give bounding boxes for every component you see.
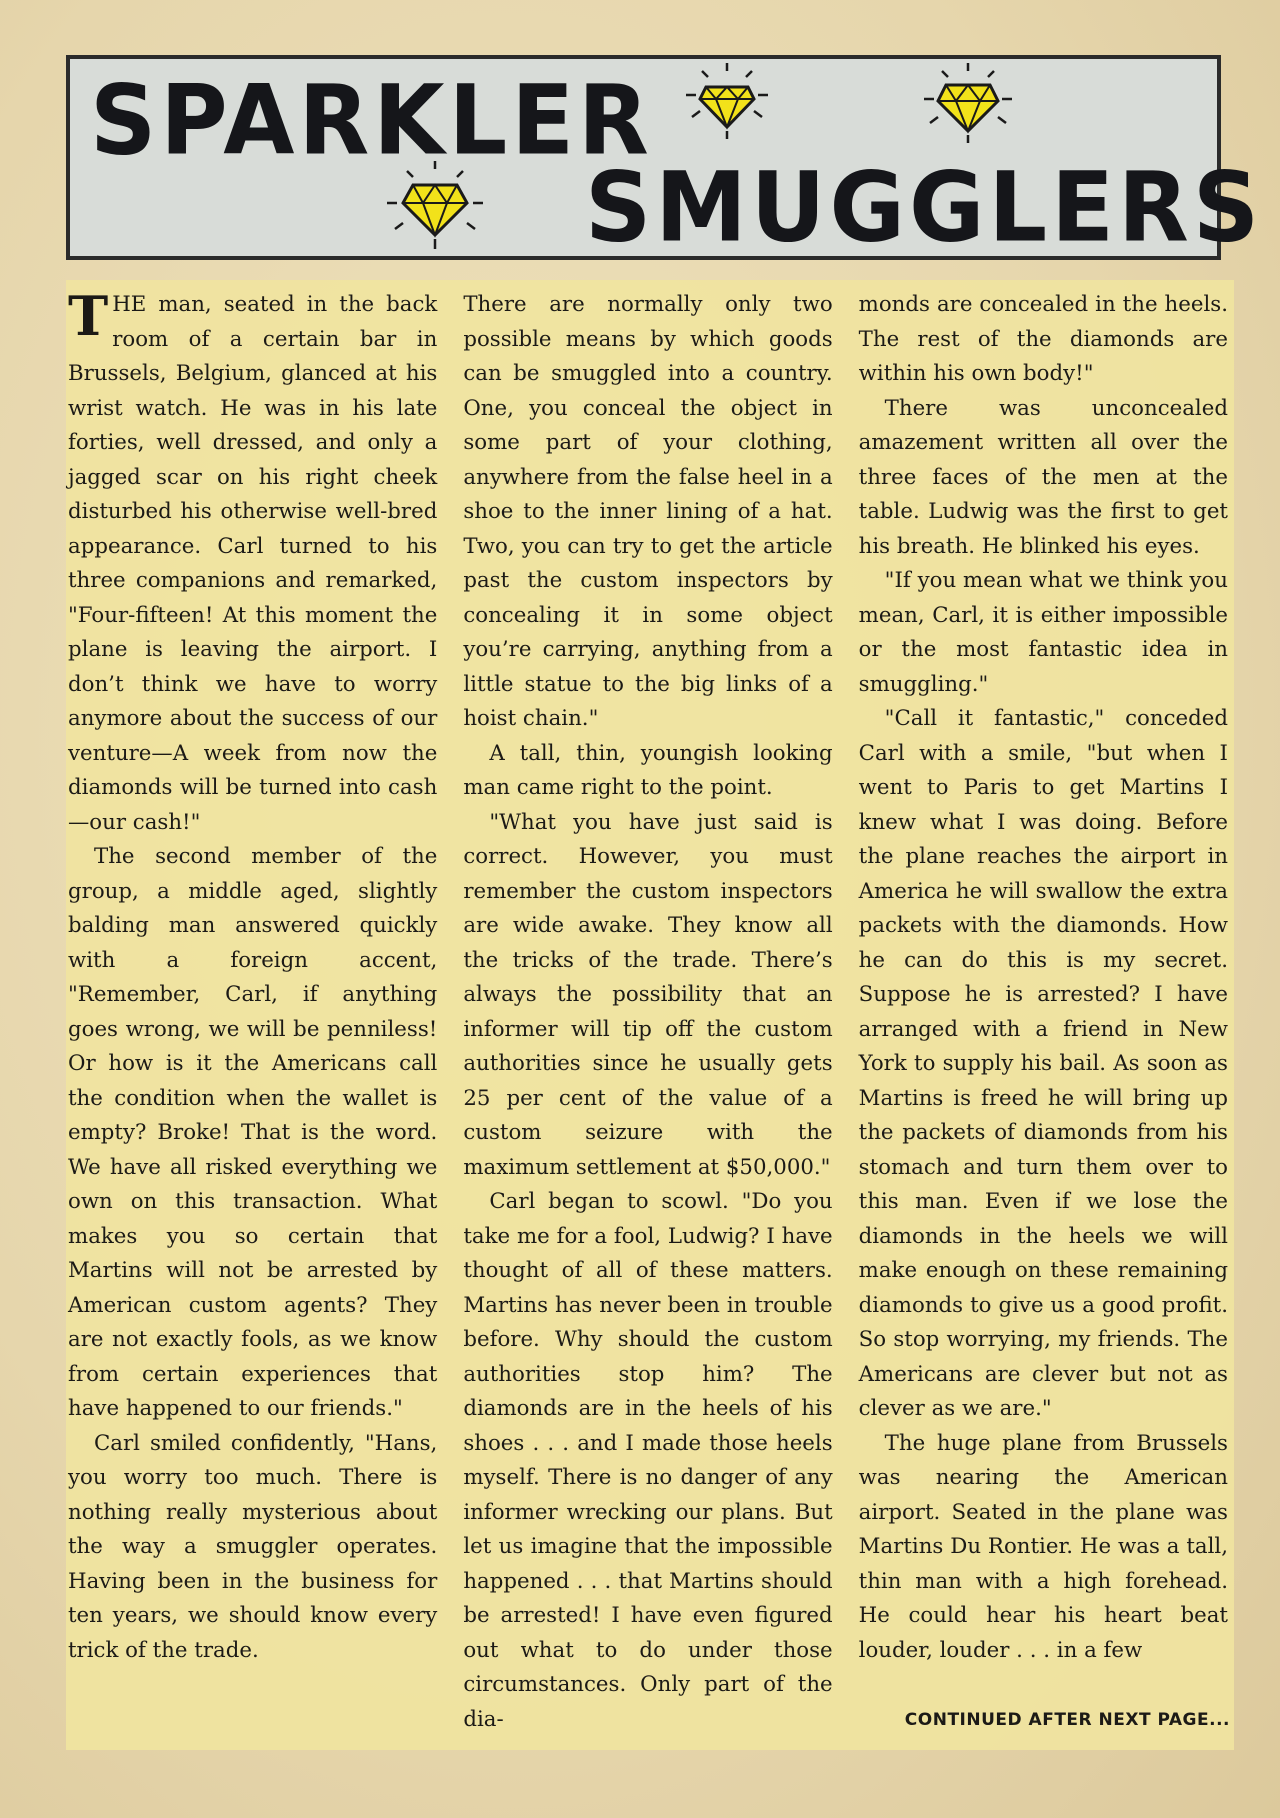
story-paragraph: Carl began to scowl. "Do you take me for a fool, Ludwig? I have thought of all of these matters. Martins has never been in trouble before. Why should the custom authorities stop him? The diamonds are in the heels of his shoes . . . and I made those heels myself. There is no danger of any informer wrecking our plans. But let us imagine that the impossible happened . . . that Martins should be arrested! I have even figured out what to do under those circumstances. Only part of the dia-	[463, 1189, 833, 1732]
title-line-1: SPARKLER	[90, 64, 653, 177]
continued-notice: CONTINUED AFTER NEXT PAGE...	[904, 1710, 1230, 1730]
story-column-3	[859, 288, 1228, 1738]
story-paragraph: The huge plane from Brussels was nearing the American airport. Seated in the plane was Martins Du Rontier. He was a tall, thin man with a high forehead. He could hear his heart beat louder, louder . . . in a few	[858, 1430, 1228, 1663]
title-line-2: SMUGGLERS	[585, 151, 1264, 264]
story-paragraph: monds are concealed in the heels. The rest of the diamonds are within his own body!"	[858, 292, 1228, 386]
diamond-icon	[682, 61, 772, 141]
diamond-icon	[385, 159, 485, 251]
story-paragraph: Carl smiled confidently, "Hans, you worry too much. There is nothing really mysterious about the way a smuggler operates. Having been in the business for ten years, we should know every trick of the trade.	[68, 1430, 438, 1663]
story-columns	[68, 284, 1228, 1738]
story-paragraph: There was unconcealed amazement written all over the three faces of the men at the table. Ludwig was the first to get his breath. He blinked his eyes.	[858, 395, 1228, 559]
story-paragraph: "Call it fantastic," conceded Carl with a smile, "but when I went to Paris to get Martins I knew what I was doing. Before the plane reaches the airport in America he will swallow the extra packets with the diamonds. How he can do this is my secret. Suppose he is arrested? I have arranged with a friend in New York to supply his bail. As soon as Martins is freed he will bring up the packets of diamonds from his stomach and turn them over to this man. Even if we lose the diamonds in the heels we will make enough on these remaining diamonds to give us a good profit. So stop worrying, my friends. The Americans are clever but not as clever as we are."	[858, 706, 1228, 1421]
story-paragraph: "If you mean what we think you mean, Carl, it is either impossible or the most fantastic idea in smuggling."	[858, 568, 1228, 697]
drop-cap: T	[68, 284, 109, 348]
title-banner	[66, 55, 1264, 264]
story-paragraph: There are normally only two possible means by which goods can be smuggled into a country. One, you conceal the object in some part of your clothing, anywhere from the false heel in a shoe to the inner lining of a hat. Two, you can try to get the article past the custom inspectors by concealing it in some object you’re carrying, anything from a little statue to the big links of a hoist chain."	[463, 292, 833, 731]
story-paragraph: "What you have just said is correct. However, you must remember the custom inspectors are wide awake. They know all the tricks of the trade. There’s always the possibility that an informer will tip off the custom authorities since he usually gets 25 per cent of the value of a custom seizure with the maximum settlement at $50,000."	[463, 809, 833, 1180]
diamond-icon	[920, 61, 1016, 145]
story-column-1	[68, 284, 438, 1738]
story-paragraph: The second member of the group, a middle aged, slightly balding man answered quickly with a foreign accent, "Remember, Carl, if anything goes wrong, we will be penniless! Or how is it the Americans call the condition when the wallet is empty? Broke! That is the word. We have all risked everything we own on this transaction. What makes you so certain that Martins will not be arrested by American custom agents? They are not exactly fools, as we know from certain experiences that have happened to our friends."	[68, 844, 438, 1421]
story-paragraph: A tall, thin, youngish looking man came right to the point.	[463, 740, 833, 800]
story-paragraph: THE man, seated in the back room of a certain bar in Brussels, Belgium, glanced at his wrist watch. He was in his late forties, well dressed, and only a jagged scar on his right cheek disturbed his otherwise well-bred appearance. Carl turned to his three companions and remarked, "Four-fifteen! At this moment the plane is leaving the airport. I don’t think we have to worry anymore about the success of our venture—A week from now the diamonds will be turned into cash—our cash!"	[68, 284, 438, 835]
story-column-2	[463, 288, 832, 1738]
